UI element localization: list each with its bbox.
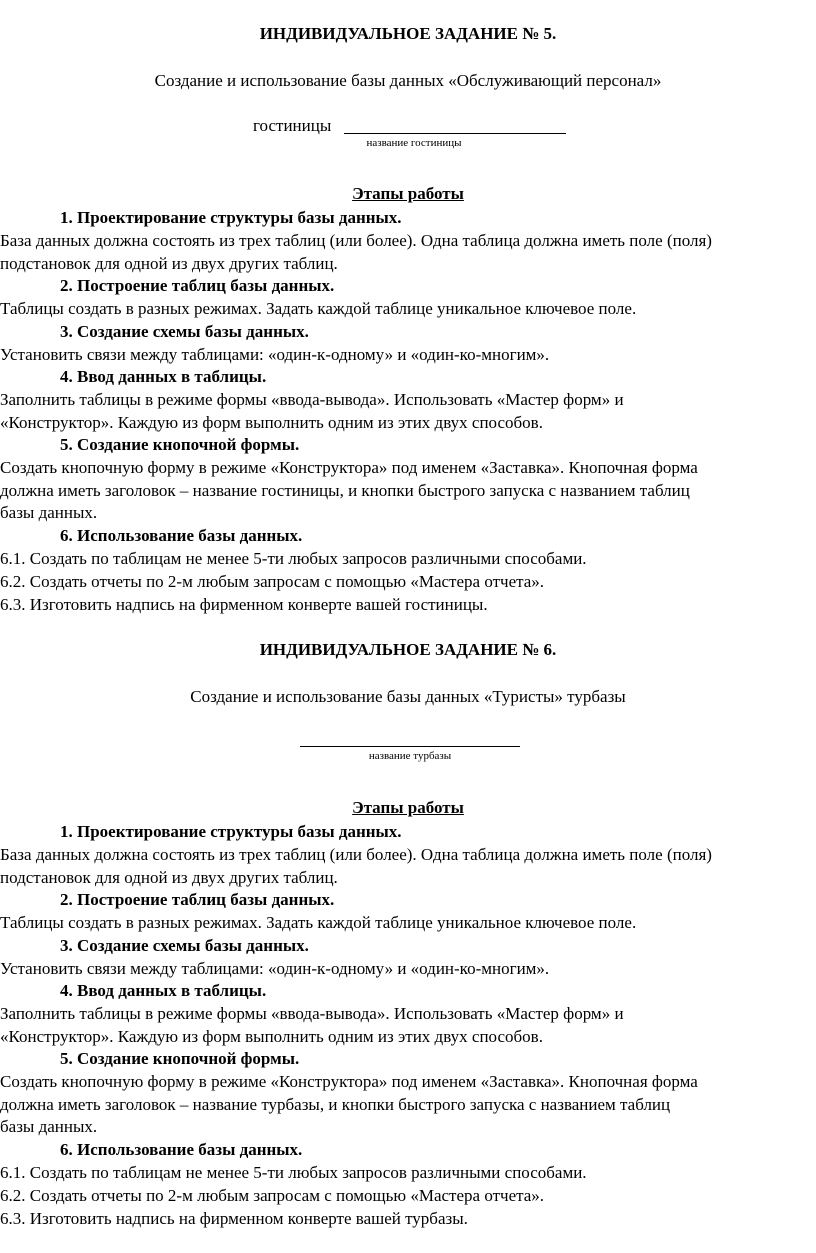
task6-subtitle: Создание и использование базы данных «Туристы» турбазы: [190, 687, 626, 706]
task6-step4-text: «Конструктор». Каждую из форм выполнить одним из этих двух способов.: [0, 1027, 543, 1046]
task6-step2-heading: 2. Построение таблиц базы данных.: [60, 890, 335, 909]
task5-step2-heading: 2. Построение таблиц базы данных.: [60, 276, 335, 295]
task5-step1-text: подстановок для одной из двух других таблиц.: [0, 254, 338, 273]
task5-stages-title: Этапы работы: [352, 184, 464, 203]
task5-title: ИНДИВИДУАЛЬНОЕ ЗАДАНИЕ № 5.: [259, 24, 557, 43]
task6-step1-text: подстановок для одной из двух других таблиц.: [0, 868, 338, 887]
task5-hotel-label: гостиницы: [253, 116, 332, 135]
task5-step6-text: 6.2. Создать отчеты по 2-м любым запросам с помощью «Мастера отчета».: [0, 572, 545, 591]
task6-step6-heading: 6. Использование базы данных.: [60, 1140, 303, 1159]
task5-step5-heading: 5. Создание кнопочной формы.: [60, 435, 300, 454]
task6-step3-heading: 3. Создание схемы базы данных.: [60, 936, 309, 955]
task6-step1-heading: 1. Проектирование структуры базы данных.: [60, 822, 402, 841]
task6-step5-text: Создать кнопочную форму в режиме «Конструктора» под именем «Заставка». Кнопочная форма: [0, 1072, 698, 1091]
task6-step6-text: 6.2. Создать отчеты по 2-м любым запросам с помощью «Мастера отчета».: [0, 1186, 545, 1205]
task6-step5-heading: 5. Создание кнопочной формы.: [60, 1049, 300, 1068]
hotel-name-blank-line: [344, 133, 566, 134]
task6-step5-text: базы данных.: [0, 1117, 98, 1136]
task6-step6-text: 6.3. Изготовить надпись на фирменном конверте вашей турбазы.: [0, 1209, 468, 1228]
task5-step1-text: База данных должна состоять из трех таблиц (или более). Одна таблица должна иметь поле (поля): [0, 231, 712, 250]
task5-step4-heading: 4. Ввод данных в таблицы.: [60, 367, 267, 386]
task5-step6-text: 6.3. Изготовить надпись на фирменном конверте вашей гостиницы.: [0, 595, 488, 614]
camp-name-blank-line: [300, 746, 520, 747]
task6-step6-text: 6.1. Создать по таблицам не менее 5-ти любых запросов различными способами.: [0, 1163, 587, 1182]
task6-step3-text: Установить связи между таблицами: «один-к-одному» и «один-ко-многим».: [0, 959, 550, 978]
task5-step4-text: «Конструктор». Каждую из форм выполнить одним из этих двух способов.: [0, 413, 543, 432]
task6-step4-text: Заполнить таблицы в режиме формы «ввода-вывода». Использовать «Мастер форм» и: [0, 1004, 624, 1023]
task6-step1-text: База данных должна состоять из трех таблиц (или более). Одна таблица должна иметь поле (поля): [0, 845, 712, 864]
task5-step1-heading: 1. Проектирование структуры базы данных.: [60, 208, 402, 227]
task5-name-caption: название гостиницы: [366, 137, 462, 149]
task6-step2-text: Таблицы создать в разных режимах. Задать каждой таблице уникальное ключевое поле.: [0, 913, 637, 932]
task6-step4-heading: 4. Ввод данных в таблицы.: [60, 981, 267, 1000]
task5-step6-text: 6.1. Создать по таблицам не менее 5-ти любых запросов различными способами.: [0, 549, 587, 568]
task5-step3-text: Установить связи между таблицами: «один-к-одному» и «один-ко-многим».: [0, 345, 550, 364]
task5-step5-text: базы данных.: [0, 503, 98, 522]
task5-step4-text: Заполнить таблицы в режиме формы «ввода-вывода». Использовать «Мастер форм» и: [0, 390, 624, 409]
task6-name-caption: название турбазы: [368, 750, 452, 762]
task6-title: ИНДИВИДУАЛЬНОЕ ЗАДАНИЕ № 6.: [259, 640, 557, 659]
task5-step2-text: Таблицы создать в разных режимах. Задать каждой таблице уникальное ключевое поле.: [0, 299, 637, 318]
task5-step5-text: Создать кнопочную форму в режиме «Конструктора» под именем «Заставка». Кнопочная форма: [0, 458, 698, 477]
task5-step3-heading: 3. Создание схемы базы данных.: [60, 322, 309, 341]
task5-step6-heading: 6. Использование базы данных.: [60, 526, 303, 545]
task6-stages-title: Этапы работы: [352, 798, 464, 817]
task6-step5-text: должна иметь заголовок – название турбазы, и кнопки быстрого запуска с названием таблиц: [0, 1095, 671, 1114]
task5-step5-text: должна иметь заголовок – название гостиницы, и кнопки быстрого запуска с названием таблиц: [0, 481, 690, 500]
task5-subtitle: Создание и использование базы данных «Обслуживающий персонал»: [154, 71, 662, 90]
